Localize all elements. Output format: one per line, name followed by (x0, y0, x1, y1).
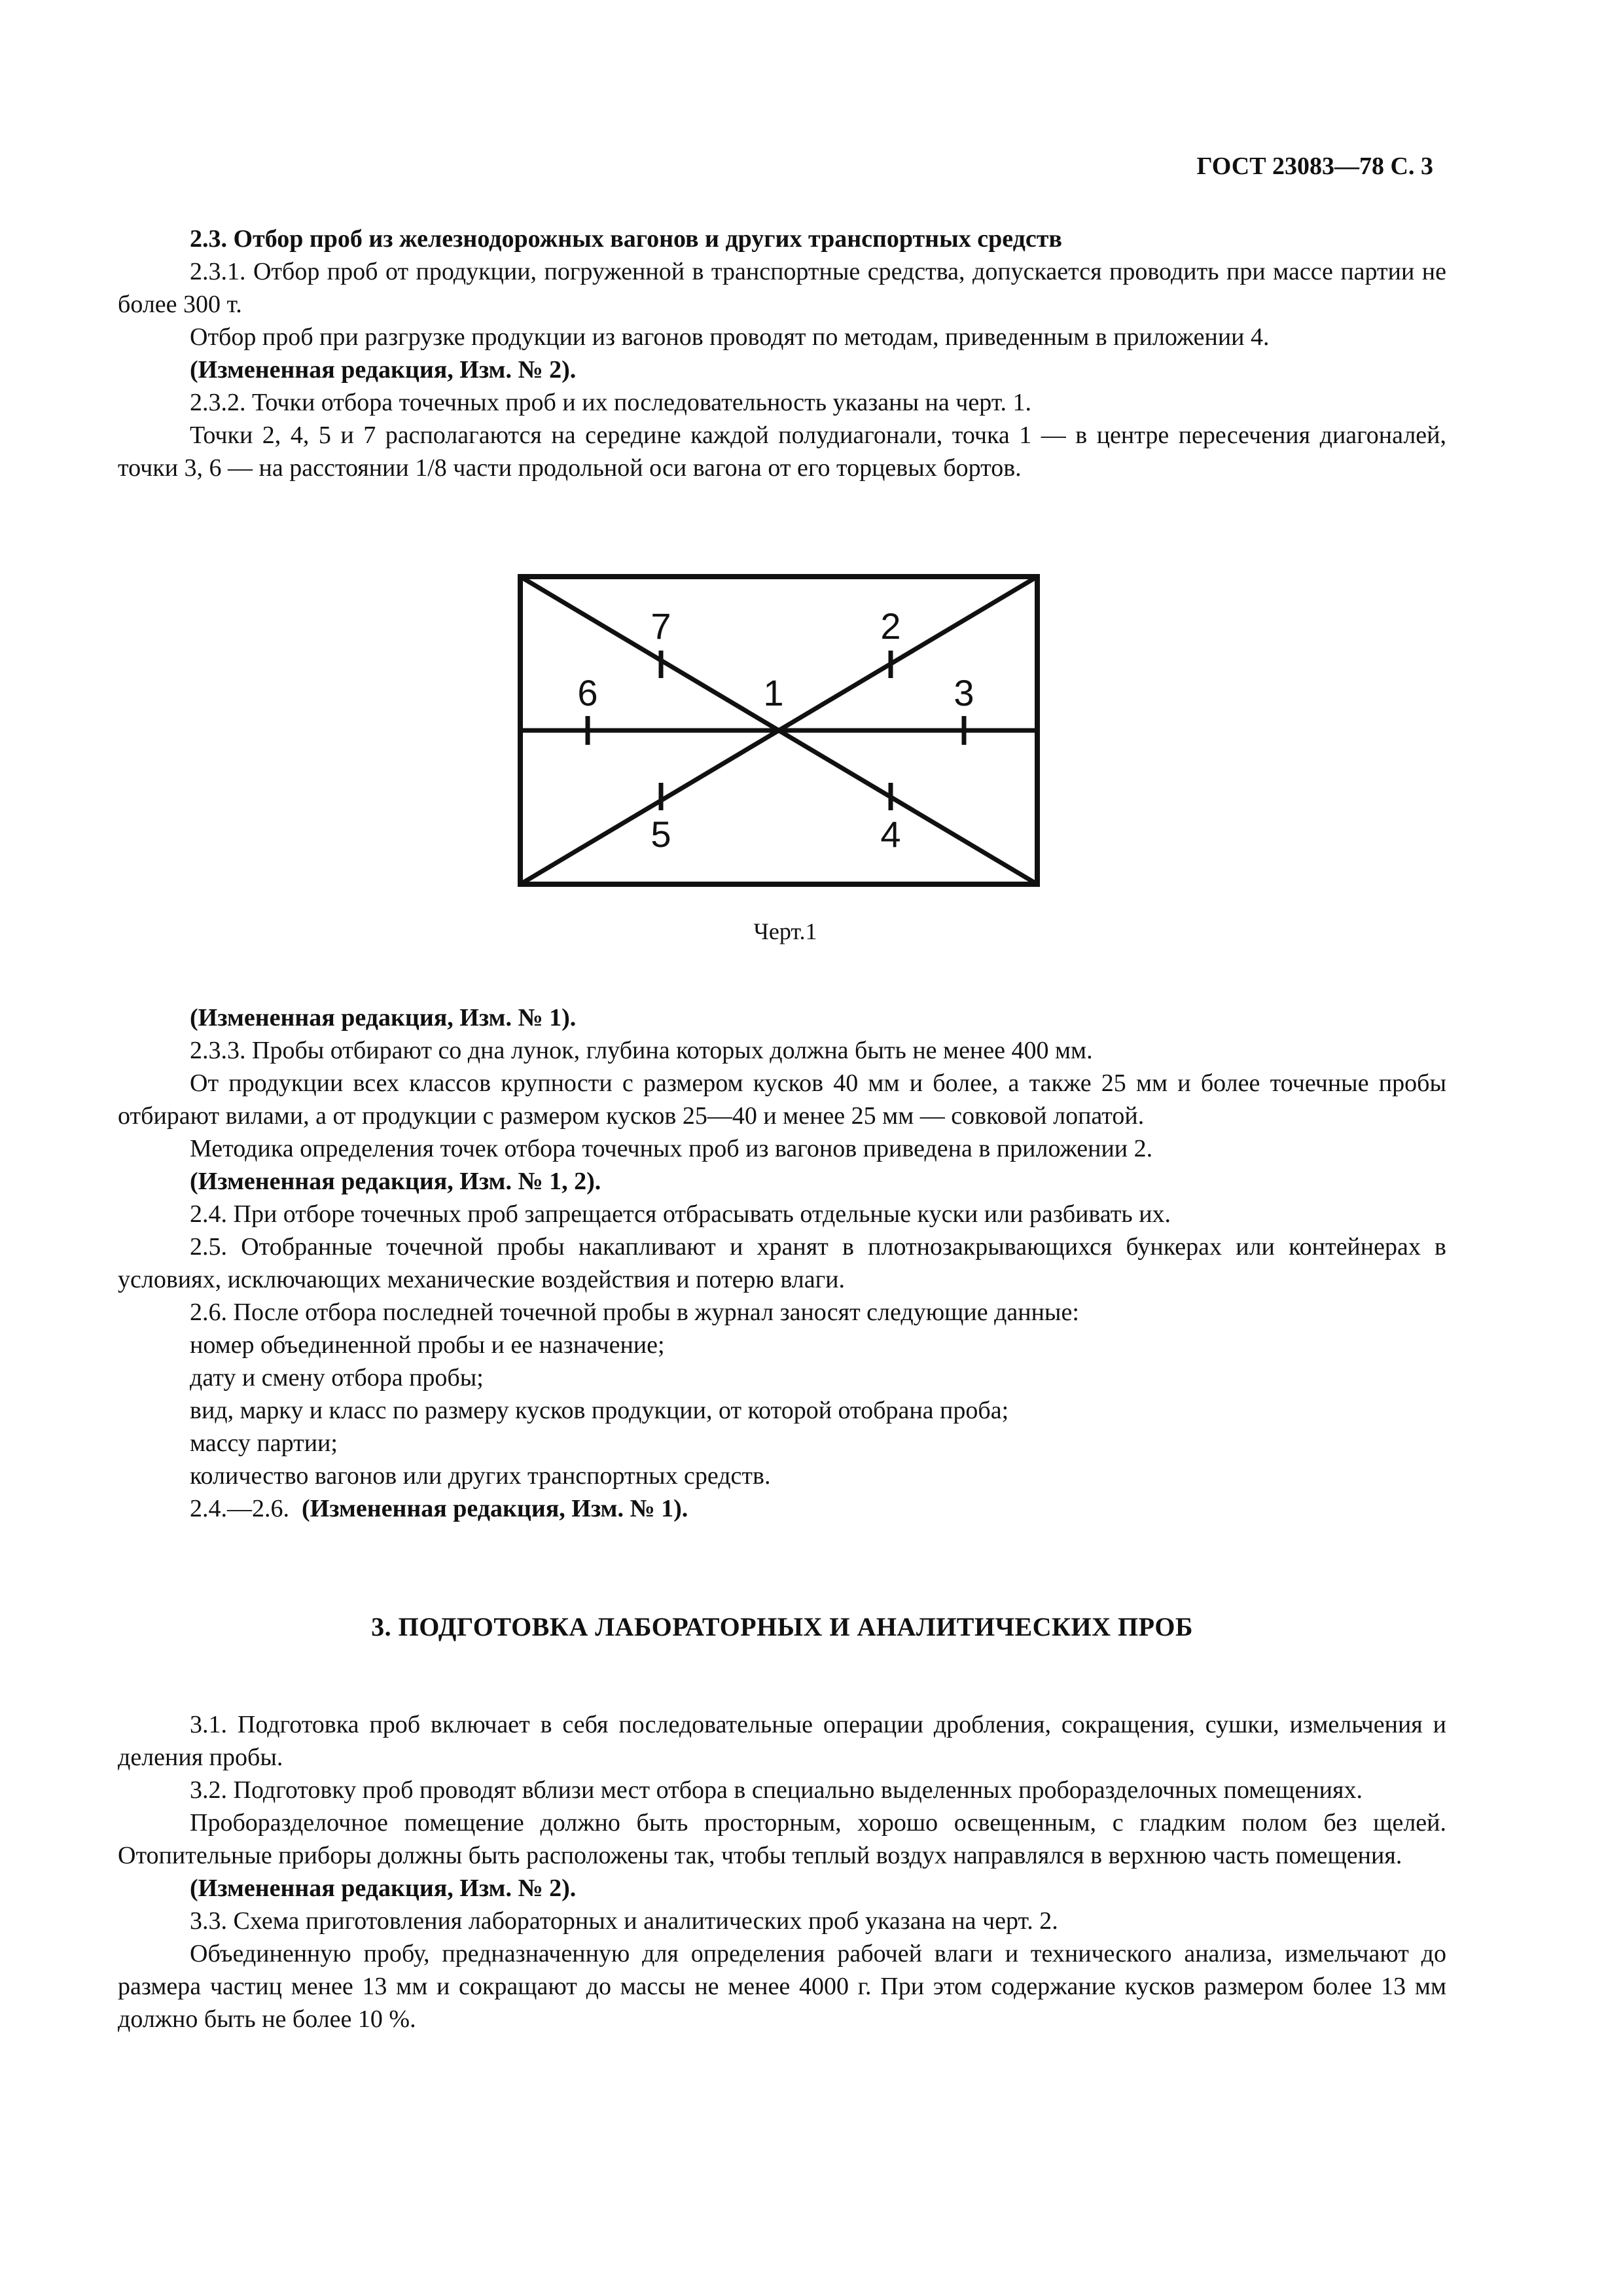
paragraph: Методика определения точек отбора точечных проб из вагонов приведена в приложении 2. (190, 1135, 1153, 1162)
point-label-1: 1 (763, 672, 784, 713)
paragraph: 2.3.3. Пробы отбирают со дна лунок, глубина которых должна быть не менее 400 мм. (190, 1037, 1093, 1064)
text-block-middle (118, 1001, 1446, 1525)
amendment-note: (Измененная редакция, Изм. № 1). (302, 1495, 688, 1522)
point-label-2: 2 (880, 605, 901, 647)
point-label-3: 3 (954, 672, 974, 713)
paragraph: (Измененная редакция, Изм. № 2). (190, 356, 577, 384)
section-title: 3. ПОДГОТОВКА ЛАБОРАТОРНЫХ И АНАЛИТИЧЕСКИХ ПРОБ (371, 1612, 1193, 1641)
paragraph: Точки 2, 4, 5 и 7 располагаются на середине каждой полудиагонали, точка 1 — в центре пересечения диагоналей, точки 3, 6 — на расстоянии 1/8 части продольной оси вагона от его торцевых бортов. (118, 422, 1446, 482)
paragraph: 2.3. Отбор проб из железнодорожных вагонов и других транспортных средств (190, 225, 1062, 253)
paragraph: количество вагонов или других транспортных средств. (190, 1462, 771, 1490)
paragraph: вид, марку и класс по размеру кусков продукции, от которой отобрана проба; (190, 1397, 1009, 1424)
point-label-5: 5 (651, 814, 671, 855)
paragraph: массу партии; (190, 1429, 338, 1457)
text-block-top (118, 223, 1446, 484)
paragraph: 2.3.2. Точки отбора точечных проб и их последовательность указаны на черт. 1. (190, 389, 1031, 416)
paragraph: От продукции всех классов крупности с размером кусков 40 мм и более, а также 25 мм и более точечные пробы отбирают вилами, а от продукции с размером кусков 25—40 и менее 25 мм — совковой лопатой. (118, 1069, 1446, 1130)
paragraph: (Измененная редакция, Изм. № 1). (190, 1004, 577, 1031)
paragraph: 3.2. Подготовку проб проводят вблизи мест отбора в специально выделенных проборазделочных помещениях. (190, 1776, 1363, 1804)
point-label-7: 7 (651, 605, 671, 647)
paragraph: 2.3.1. Отбор проб от продукции, погруженной в транспортные средства, допускается проводить при массе партии не более 300 т. (118, 258, 1446, 318)
paragraph: дату и смену отбора пробы; (190, 1364, 484, 1391)
point-label-4: 4 (880, 814, 901, 855)
paragraph: Проборазделочное помещение должно быть просторным, хорошо освещенным, с гладким полом без щелей. Отопительные приборы должны быть расположены так, чтобы теплый воздух направлялся в верхнюю часть помещения. (118, 1809, 1446, 1869)
paragraph: 3.3. Схема приготовления лабораторных и аналитических проб указана на черт. 2. (190, 1907, 1058, 1935)
figure-caption: Черт.1 (753, 918, 817, 944)
paragraph: 3.1. Подготовка проб включает в себя последовательные операции дробления, сокращения, сушки, измельчения и деления пробы. (118, 1711, 1446, 1771)
paragraph: (Измененная редакция, Изм. № 2). (190, 1874, 577, 1902)
paragraph: Объединенную пробу, предназначенную для определения рабочей влаги и технического анализа, измельчают до размера частиц менее 13 мм и сокращают до массы не менее 4000 г. При этом содержание кусков размером более 13 мм должно быть не более 10 %. (118, 1940, 1446, 2033)
text-block-bottom (118, 1708, 1446, 2036)
paragraph: (Измененная редакция, Изм. № 1, 2). (190, 1168, 601, 1195)
paragraph-ref: 2.4.—2.6. (190, 1495, 289, 1522)
wagon-sampling-diagram (517, 573, 1041, 888)
figure-wagon-diagram (517, 573, 1041, 888)
paragraph: номер объединенной пробы и ее назначение; (190, 1331, 665, 1359)
paragraph: 2.5. Отобранные точечной пробы накапливают и хранят в плотнозакрывающихся бункерах или контейнерах в условиях, исключающих механические воздействия и потерю влаги. (118, 1233, 1446, 1293)
paragraph-amendment (118, 1492, 1446, 1525)
page-header: ГОСТ 23083—78 С. 3 (1196, 152, 1433, 180)
paragraph: 2.6. После отбора последней точечной пробы в журнал заносят следующие данные: (190, 1299, 1079, 1326)
paragraph: 2.4. При отборе точечных проб запрещается отбрасывать отдельные куски или разбивать их. (190, 1200, 1171, 1228)
point-label-6: 6 (577, 672, 598, 713)
paragraph: Отбор проб при разгрузке продукции из вагонов проводят по методам, приведенным в приложении 4. (190, 323, 1270, 351)
